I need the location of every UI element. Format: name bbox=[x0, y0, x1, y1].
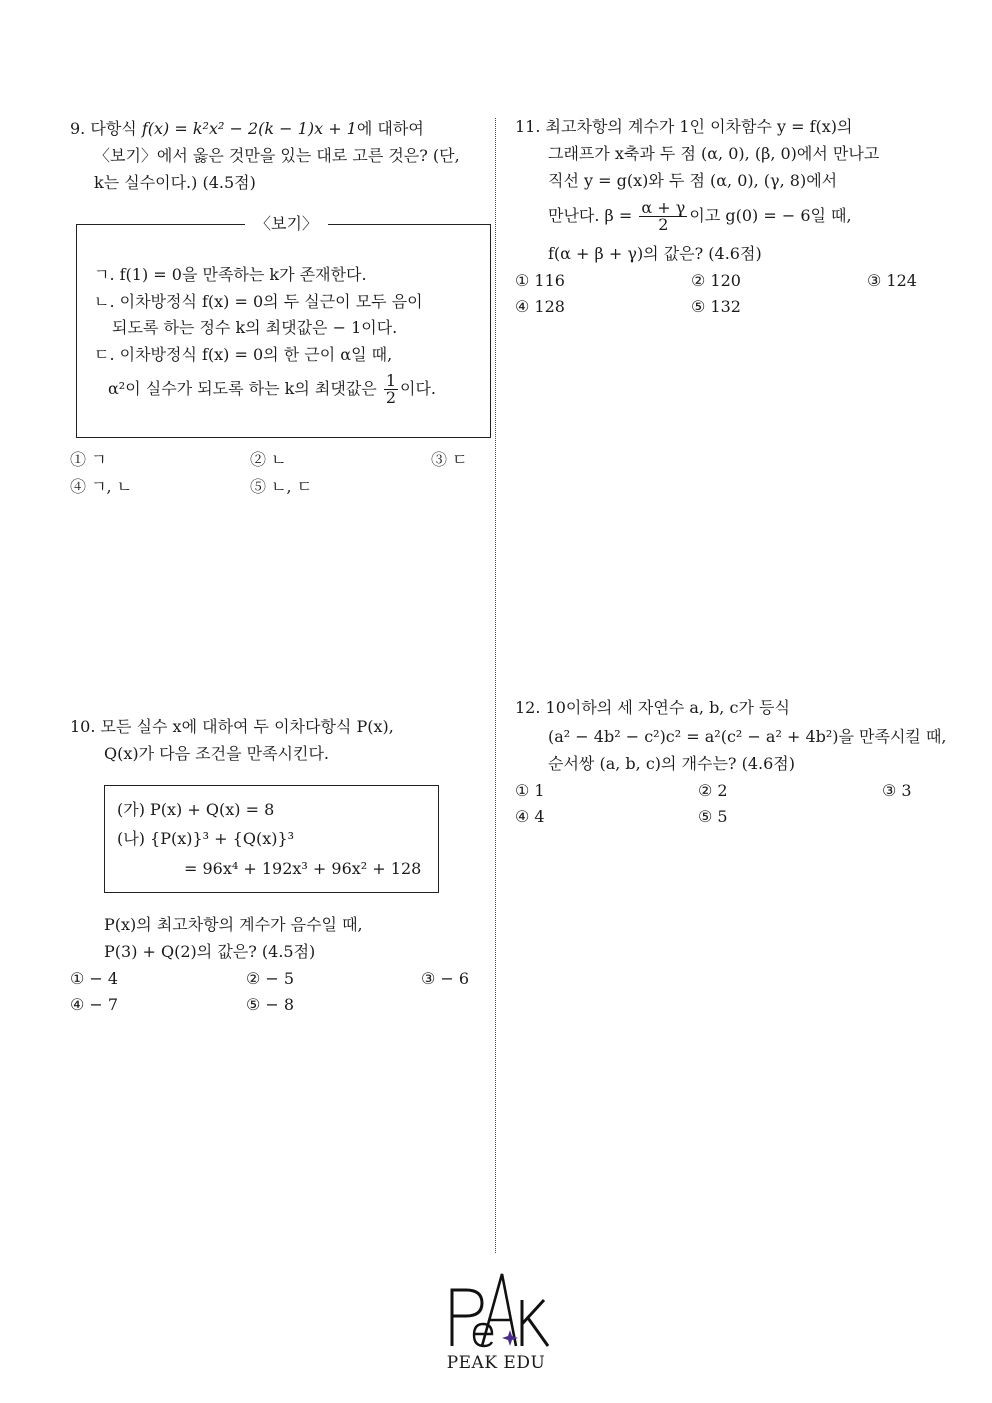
q11-frac-num: α + γ bbox=[641, 198, 686, 217]
q10-stem-line1 bbox=[70, 716, 394, 738]
q12-choice-2[interactable]: ② 2 bbox=[698, 781, 728, 800]
q10-choice-3[interactable]: ③ − 6 bbox=[421, 969, 470, 988]
q10-condition-a: (가) P(x) + Q(x) = 8 bbox=[117, 800, 275, 819]
q10-stem-line2: Q(x)가 다음 조건을 만족시킨다. bbox=[104, 744, 329, 763]
q9-fraction bbox=[384, 373, 398, 406]
q10-choice-5[interactable]: ⑤ − 8 bbox=[246, 995, 295, 1014]
q11-stem-line4-start: 만난다. β = bbox=[548, 206, 633, 225]
q11-stem-line4-end: 이고 g(0) = − 6일 때, bbox=[689, 206, 852, 225]
q9-item-c-end: 이다. bbox=[400, 379, 437, 398]
q9-frac-num: 1 bbox=[385, 371, 397, 390]
q10-number: 10. bbox=[70, 717, 96, 736]
q12-choice-4[interactable]: ④ 4 bbox=[515, 807, 545, 826]
q9-item-c: ㄷ. 이차방정식 f(x) = 0의 한 근이 α일 때, bbox=[94, 345, 393, 364]
q9-choice-5[interactable]: ⑤ ㄴ, ㄷ bbox=[250, 477, 313, 496]
q11-choice-5[interactable]: ⑤ 132 bbox=[691, 297, 741, 316]
q9-item-b: ㄴ. 이차방정식 f(x) = 0의 두 실근이 모두 음이 bbox=[94, 292, 423, 311]
q10-choice-4[interactable]: ④ − 7 bbox=[70, 995, 119, 1014]
q11-choice-4[interactable]: ④ 128 bbox=[515, 297, 565, 316]
q9-number: 9. bbox=[70, 119, 86, 138]
q11-choice-3[interactable]: ③ 124 bbox=[867, 271, 917, 290]
q11-stem-line3: 직선 y = g(x)와 두 점 (α, 0), (γ, 8)에서 bbox=[548, 171, 838, 190]
q9-stem-text-end: 에 대하여 bbox=[356, 119, 424, 138]
peak-logo-icon bbox=[430, 1268, 562, 1350]
q10-condition-b-cont: = 96x⁴ + 192x³ + 96x² + 128 bbox=[184, 859, 422, 878]
q11-frac-den: 2 bbox=[658, 215, 669, 234]
q11-stem-line4 bbox=[548, 197, 852, 235]
q12-stem-line3: 순서쌍 (a, b, c)의 개수는? (4.6점) bbox=[548, 754, 795, 773]
q10-choice-2[interactable]: ② − 5 bbox=[246, 969, 295, 988]
q11-stem-text: 최고차항의 계수가 1인 이차함수 y = f(x)의 bbox=[545, 117, 853, 136]
q12-choice-3[interactable]: ③ 3 bbox=[882, 781, 912, 800]
q11-number: 11. bbox=[515, 117, 541, 136]
q9-item-b-cont: 되도록 하는 정수 k의 최댓값은 − 1이다. bbox=[112, 318, 398, 337]
q12-stem-line1 bbox=[515, 697, 790, 719]
q11-stem-line1 bbox=[515, 116, 853, 138]
q10-after-line2: P(3) + Q(2)의 값은? (4.5점) bbox=[104, 942, 316, 961]
q9-bogi-title: 〈보기〉 bbox=[245, 213, 328, 235]
q9-frac-den: 2 bbox=[385, 388, 397, 407]
q9-stem-text: 다항식 bbox=[90, 119, 142, 138]
q12-choice-1[interactable]: ① 1 bbox=[515, 781, 545, 800]
q9-stem-line3: k는 실수이다.) (4.5점) bbox=[94, 173, 256, 192]
q11-stem-line5: f(α + β + γ)의 값은? (4.6점) bbox=[548, 244, 762, 263]
q10-choice-1[interactable]: ① − 4 bbox=[70, 969, 119, 988]
column-divider bbox=[495, 118, 496, 1253]
q11-choice-2[interactable]: ② 120 bbox=[691, 271, 741, 290]
q10-stem-text: 모든 실수 x에 대하여 두 이차다항식 P(x), bbox=[100, 717, 394, 736]
q12-stem-text: 10이하의 세 자연수 a, b, c가 등식 bbox=[545, 698, 790, 717]
q9-item-a: ㄱ. f(1) = 0을 만족하는 k가 존재한다. bbox=[94, 265, 367, 284]
q11-stem-line2: 그래프가 x축과 두 점 (α, 0), (β, 0)에서 만나고 bbox=[548, 144, 880, 163]
q10-after-line1: P(x)의 최고차항의 계수가 음수일 때, bbox=[104, 915, 363, 934]
q9-choice-4[interactable]: ④ ㄱ, ㄴ bbox=[70, 477, 133, 496]
q11-fraction bbox=[639, 200, 687, 233]
q12-choice-5[interactable]: ⑤ 5 bbox=[698, 807, 728, 826]
q11-choice-1[interactable]: ① 116 bbox=[515, 271, 565, 290]
q9-item-c-text: α²이 실수가 되도록 하는 k의 최댓값은 bbox=[108, 379, 377, 398]
q9-stem-line1 bbox=[70, 118, 424, 140]
q9-item-c-cont bbox=[108, 370, 436, 408]
q9-choice-1[interactable]: ① ㄱ bbox=[70, 450, 107, 469]
peak-edu-text: PEAK EDU bbox=[446, 1353, 546, 1373]
q12-number: 12. bbox=[515, 698, 541, 717]
q10-condition-b: (나) {P(x)}³ + {Q(x)}³ bbox=[117, 829, 295, 848]
peak-edu-logo bbox=[430, 1268, 562, 1378]
q12-stem-line2: (a² − 4b² − c²)c² = a²(c² − a² + 4b²)을 만족시킬 때, bbox=[548, 727, 947, 746]
q9-choice-2[interactable]: ② ㄴ bbox=[250, 450, 287, 469]
q9-function-expr: f(x) = k²x² − 2(k − 1)x + 1 bbox=[141, 119, 357, 138]
q9-choice-3[interactable]: ③ ㄷ bbox=[431, 450, 468, 469]
q9-stem-line2: 〈보기〉에서 옳은 것만을 있는 대로 고른 것은? (단, bbox=[94, 146, 460, 165]
